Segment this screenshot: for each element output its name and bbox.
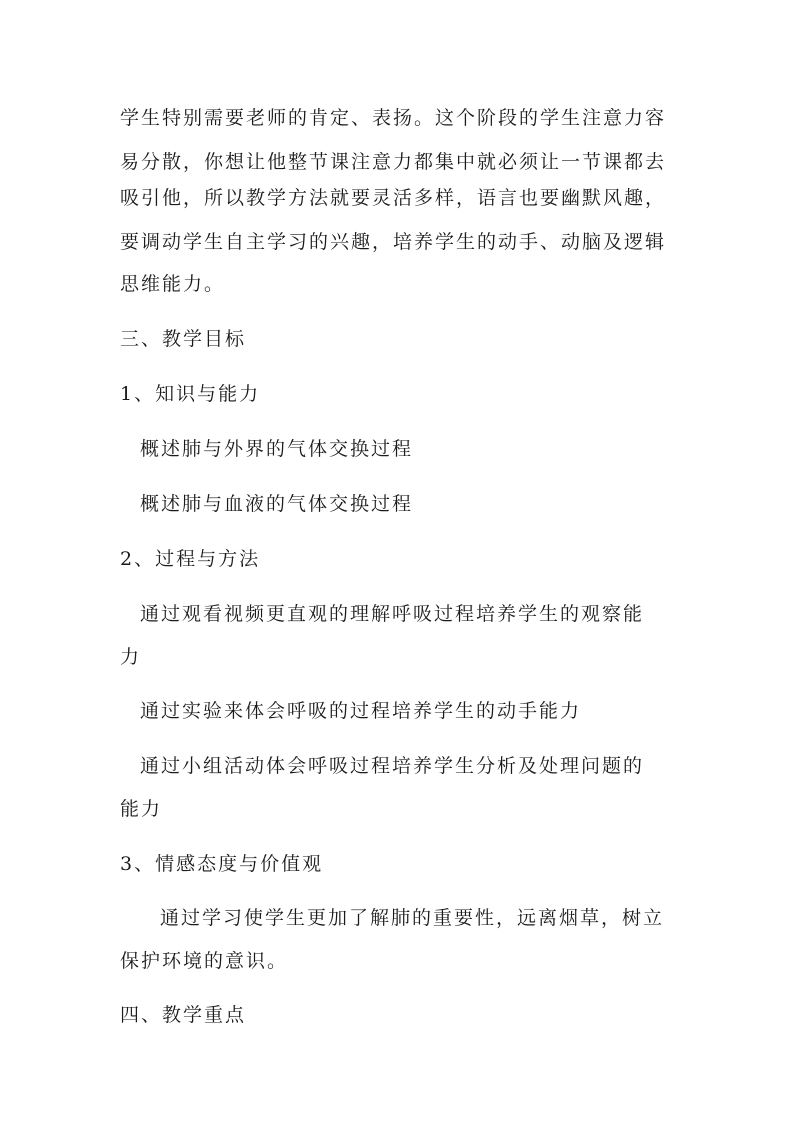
subheading-process: 2、过程与方法 xyxy=(120,548,261,570)
subheading-attitude: 3、情感态度与价值观 xyxy=(120,853,324,875)
list-item: 通过小组活动体会呼吸过程培养学生分析及处理问题的 xyxy=(140,755,645,777)
paragraph-line: 易分散，你想让他整节课注意力都集中就必须让一节课都去 xyxy=(120,151,667,173)
paragraph-line: 保护环境的意识。 xyxy=(120,950,289,972)
section-heading-key-points: 四、教学重点 xyxy=(120,1004,247,1026)
list-item-continued: 能力 xyxy=(120,798,163,820)
list-item: 通过实验来体会呼吸的过程培养学生的动手能力 xyxy=(140,700,582,722)
paragraph-line: 通过学习使学生更加了解肺的重要性，远离烟草，树立 xyxy=(160,907,665,929)
list-item: 概述肺与外界的气体交换过程 xyxy=(140,438,414,460)
paragraph-line: 思维能力。 xyxy=(120,273,226,295)
list-item-continued: 力 xyxy=(120,646,142,668)
list-item: 概述肺与血液的气体交换过程 xyxy=(140,493,414,515)
subheading-knowledge: 1、知识与能力 xyxy=(120,383,261,405)
list-item: 通过观看视频更直观的理解呼吸过程培养学生的观察能 xyxy=(140,603,645,625)
paragraph-line: 要调动学生自主学习的兴趣，培养学生的动手、动脑及逻辑 xyxy=(120,231,667,253)
paragraph-line: 吸引他，所以教学方法就要灵活多样，语言也要幽默风趣， xyxy=(120,187,667,209)
paragraph-line: 学生特别需要老师的肯定、表扬。这个阶段的学生注意力容 xyxy=(120,107,667,129)
section-heading-goals: 三、教学目标 xyxy=(120,328,247,350)
